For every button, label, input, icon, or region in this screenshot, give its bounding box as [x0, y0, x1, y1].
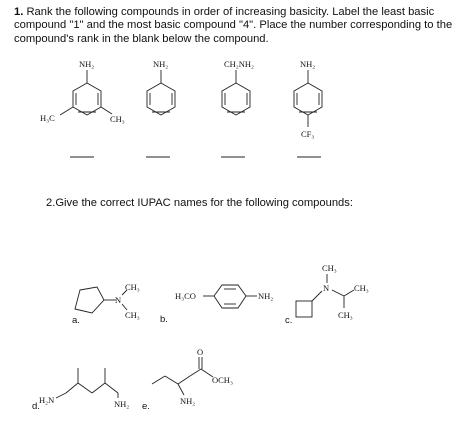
q1-compound-3: [221, 59, 254, 157]
q1-compound-1: [40, 59, 125, 157]
c-ch3-top-label: CH₃: [322, 263, 337, 273]
label-e: e.: [142, 401, 150, 412]
c2-nh2-label: NH₂: [153, 59, 169, 69]
a-ch3-top-label: CH₃: [125, 282, 140, 292]
d-h2n-label: H₂N: [39, 395, 55, 405]
c1-ch3-right-label: CH₃: [110, 114, 125, 124]
q2-compound-d: [32, 368, 129, 412]
q2-compound-a: [72, 282, 140, 326]
c4-cf3-label: CF₃: [301, 129, 315, 139]
label-c: c.: [285, 315, 293, 326]
label-b: b.: [160, 314, 168, 325]
d-nh2-label: NH₂: [114, 399, 130, 409]
q1-compound-4: [294, 59, 322, 157]
c4-nh2-label: NH₂: [300, 59, 316, 69]
c-ch3-right-label: CH₃: [354, 283, 369, 293]
e-och3-label: OCH₃: [212, 375, 233, 385]
c-n-label: N: [323, 283, 330, 293]
c1-nh2-label: NH₂: [79, 59, 95, 69]
question-2: 2.Give the correct IUPAC names for the following compounds:: [46, 197, 353, 209]
c3-ch2nh2-label: CH₂NH₂: [224, 59, 255, 69]
label-a: a.: [72, 315, 80, 326]
c1-ch3-left-label: H₃C: [40, 113, 55, 123]
e-nh2-label: NH₂: [180, 396, 196, 406]
question-1-number: 1.: [14, 6, 24, 18]
question-1-text: Rank the following compounds in order of increasing basicity. Label the least basic compound "1" and the most basic compound "4". Place the number corresponding to the compound's rank in the blank below the compound.: [14, 6, 453, 45]
q1-compound-2: [146, 59, 175, 157]
a-ch3-bottom-label: CH₃: [125, 310, 140, 320]
label-d: d.: [32, 401, 40, 412]
q2-compound-b: [160, 285, 273, 325]
b-nh2-label: NH₂: [258, 291, 274, 301]
q2-compound-e: [142, 347, 233, 412]
e-o-label: O: [197, 347, 204, 357]
b-h3co-label: H₃CO: [175, 291, 196, 301]
c-ch3-bottom-label: CH₃: [338, 310, 353, 320]
a-n-label: N: [115, 295, 122, 305]
q2-compound-c: [285, 263, 369, 326]
